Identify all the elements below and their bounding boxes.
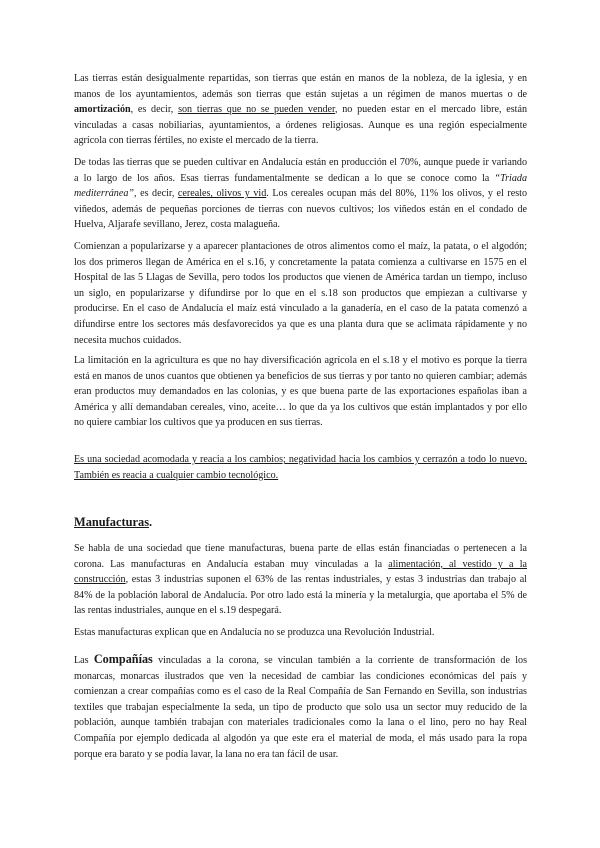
heading-text: Manufacturas — [74, 515, 150, 529]
text: , estas 3 industrias suponen el 63% de las rentas industriales, y estas 3 industrias dan trabajo al 84% de la población laboral de Andalucía. Por otro lado está la minería y la metalurgia, que aportaba el 5% de las rentas industriales, aunque en el s.19 despegará. — [74, 574, 527, 617]
term-companias: Compañías — [93, 652, 153, 666]
underlined-phrase: son tierras que no se pueden vender — [178, 104, 335, 116]
paragraph-new-crops: Comienzan a popularizarse y a aparecer plantaciones de otros alimentos como el maíz, la patata, o el algodón; los dos primeros llegan de América en el s.16, y concretamente la patata comienza a cultivarse en 1575 en el Hospital de las 5 Llagas de Sevilla, pero todos los productos que vienen de América tardan un tiempo, incluso un siglo, en popularizarse y difundirse por lo que en el s.18 son productos que empiezan a cultivarse y producirse. En el caso de Andalucía el maíz está vinculado a la ganadería, en el caso de la patata comenzó a difundirse entre los sectores más desfavorecidos ya que es una planta dura que se aclimata rápidamente y no necesita muchos cuidados. — [74, 241, 527, 346]
paragraph-society-summary: Es una sociedad acomodada y reacia a los cambios; negatividad hacia los cambios y cerrazón a todo lo nuevo. También es reacia a cualquier cambio tecnológico. — [74, 454, 527, 481]
text: vinculadas a la corona, se vinculan también a la corriente de transformación de los monarcas, monarcas ilustrados que ven la necesidad de cambiar las condiciones económicas del país y comienzan a crear compañías como es el caso de la Real Compañía de San Fernando en Sevilla, son industrias textiles que trabajan especialmente la seda, un tipo de producto que solo usa un sector muy reducido de la población, aunque también trabajan con materiales tradicionales como la lana o el lino, pero no hay Real Compañía por ejemplo dedicada al algodón ya que este era el material de moda, el más usado para la ropa porque era barato y se podía lavar, la lana no era tan fácil de usar. — [74, 655, 527, 760]
text: . Los cereales ocupan más del 80%, 11% los olivos, y el resto viñedos, además de pequeñas porciones de tierras con nuevos cultivos; los viñedos están en el condado de Huelva, Aljarafe sevillano, Jerez, costa malagueña. — [74, 188, 528, 231]
underlined-phrase: alimentación, al vestido y a la construcción — [74, 558, 527, 586]
text: De todas las tierras que se pueden cultivar en Andalucía están en producción el 70%, aunque puede ir variando a lo largo de los años. Esas tierras fundamentalmente se dedican a lo que se conoce como la — [74, 157, 527, 184]
paragraph-companias — [74, 652, 527, 762]
text: , no pueden estar en el mercado libre, están vinculadas a casas nobiliarias, ayuntamientos, a órdenes religiosas. Aunque es una región especialmente agrícola con tierras fértiles, no existe el mercado de la tierra. — [74, 104, 528, 147]
paragraph-agriculture-limitation: La limitación en la agricultura es que no hay diversificación agrícola en el s.18 y el motivo es porque la tierra está en manos de unos cuantos que obtienen ya beneficios de sus tierras y por tanto no quieren cambiar; además eran productos muy demandados en las colonias, y es que buena parte de las exportaciones españolas iban a América y allí demandaban cereales, vino, aceite… lo que da ya los cultivos que están implantados y por ello no quiere cambiar los cultivos que ya producen en sus tierras. — [74, 355, 527, 429]
section-heading-manufacturas — [74, 514, 152, 530]
term-triada: “Triada mediterránea” — [74, 172, 527, 200]
heading-dot: . — [149, 515, 153, 529]
term-amortizacion: amortización — [74, 104, 131, 116]
paragraph-land-distribution — [74, 71, 527, 149]
text: Las tierras están desigualmente repartidas, son tierras que están en manos de la nobleza, de la iglesia, y en manos de los ayuntamientos, además son tierras que están sujetas a un régimen de manos muertas o de — [74, 73, 527, 100]
text: Se habla de una sociedad que tiene manufacturas, buena parte de ellas están financiadas o pertenecen a la corona. Las manufacturas en Andalucía estaban muy vinculadas a la — [74, 543, 527, 570]
paragraph-no-industrial-revolution: Estas manufacturas explican que en Andalucía no se produzca una Revolución Industrial. — [74, 627, 435, 638]
paragraph-manufactures — [74, 541, 527, 619]
paragraph-cultivated-lands — [74, 155, 527, 233]
underlined-phrase: cereales, olivos y vid — [177, 188, 267, 200]
text: Las — [74, 655, 94, 666]
text: , es decir, — [130, 104, 179, 116]
text: , es decir, — [134, 188, 178, 200]
